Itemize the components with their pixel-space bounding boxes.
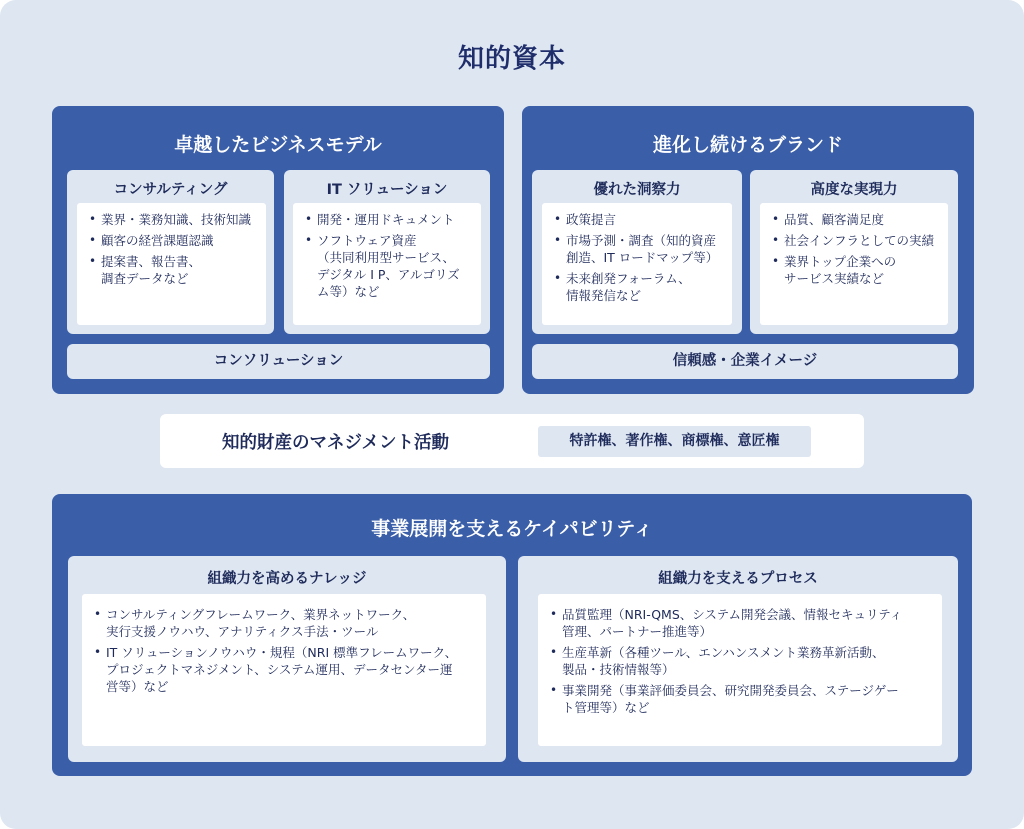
- list-item: • 顧客の経営課題認識: [87, 232, 258, 249]
- capability-panel: [52, 494, 972, 776]
- list-item: • 業界・業務知識、技術知識: [87, 211, 258, 228]
- business-model-panel: [52, 106, 504, 394]
- knowledge-card: [68, 556, 506, 762]
- ip-rights-tag: 特許権、著作権、商標権、意匠権: [538, 426, 811, 457]
- list-item: • 業界トップ企業への サービス実績など: [770, 253, 940, 287]
- list-item: • ソフトウェア資産 （共同利用型サービス、 デジタル I P、アルゴリズ ム等）など: [303, 232, 473, 300]
- capability-title: 事業展開を支えるケイパビリティ: [371, 518, 653, 540]
- consolution-bar: コンソリューション: [67, 344, 490, 379]
- process-title: 組織力を支えるプロセス: [658, 571, 818, 587]
- list-item: • 未来創発フォーラム、 情報発信など: [552, 270, 724, 304]
- list-item: • 社会インフラとしての実績: [770, 232, 940, 249]
- ip-management-box: [160, 414, 864, 468]
- insight-card: [532, 170, 742, 334]
- knowledge-title: 組織力を高めるナレッジ: [207, 571, 367, 587]
- list-item: • 開発・運用ドキュメント: [303, 211, 473, 228]
- ip-management-label: 知的財産のマネジメント活動: [222, 433, 449, 453]
- realization-title: 高度な実現力: [810, 182, 898, 198]
- process-card: [518, 556, 958, 762]
- list-item: • コンサルティングフレームワーク、業界ネットワーク、 実行支援ノウハウ、アナリティクス手法・ツール: [92, 606, 478, 640]
- list-item: • IT ソリューションノウハウ・規程（NRI 標準フレームワーク、 プロジェクトマネジメント、システム運用、データセンター運 営等）など: [92, 644, 478, 695]
- consulting-list: [77, 203, 266, 325]
- list-item: • 品質監理（NRI-QMS、システム開発会議、情報セキュリティ 管理、パートナー推進等）: [548, 606, 934, 640]
- trust-image-bar: 信頼感・企業イメージ: [532, 344, 958, 379]
- consulting-title: コンサルティング: [113, 182, 228, 198]
- realization-card: [750, 170, 958, 334]
- it-solution-title: IT ソリューション: [326, 182, 448, 198]
- insight-list: [542, 203, 732, 325]
- list-item: • 事業開発（事業評価委員会、研究開発委員会、ステージゲー ト管理等）など: [548, 682, 934, 716]
- consulting-card: [67, 170, 274, 334]
- it-solution-card: [284, 170, 490, 334]
- list-item: • 提案書、報告書、 調査データなど: [87, 253, 258, 287]
- realization-list: [760, 203, 948, 325]
- list-item: • 市場予測・調査（知的資産 創造、IT ロードマップ等）: [552, 232, 724, 266]
- brand-title: 進化し続けるブランド: [652, 134, 843, 156]
- knowledge-list: [82, 594, 486, 746]
- process-list: [538, 594, 942, 746]
- insight-title: 優れた洞察力: [593, 182, 681, 198]
- list-item: • 生産革新（各種ツール、エンハンスメント業務革新活動、 製品・技術情報等）: [548, 644, 934, 678]
- list-item: • 品質、顧客満足度: [770, 211, 940, 228]
- diagram-title: 知的資本: [457, 44, 566, 74]
- business-model-title: 卓越したビジネスモデル: [174, 134, 382, 156]
- brand-panel: [522, 106, 974, 394]
- it-solution-list: [293, 203, 481, 325]
- list-item: • 政策提言: [552, 211, 724, 228]
